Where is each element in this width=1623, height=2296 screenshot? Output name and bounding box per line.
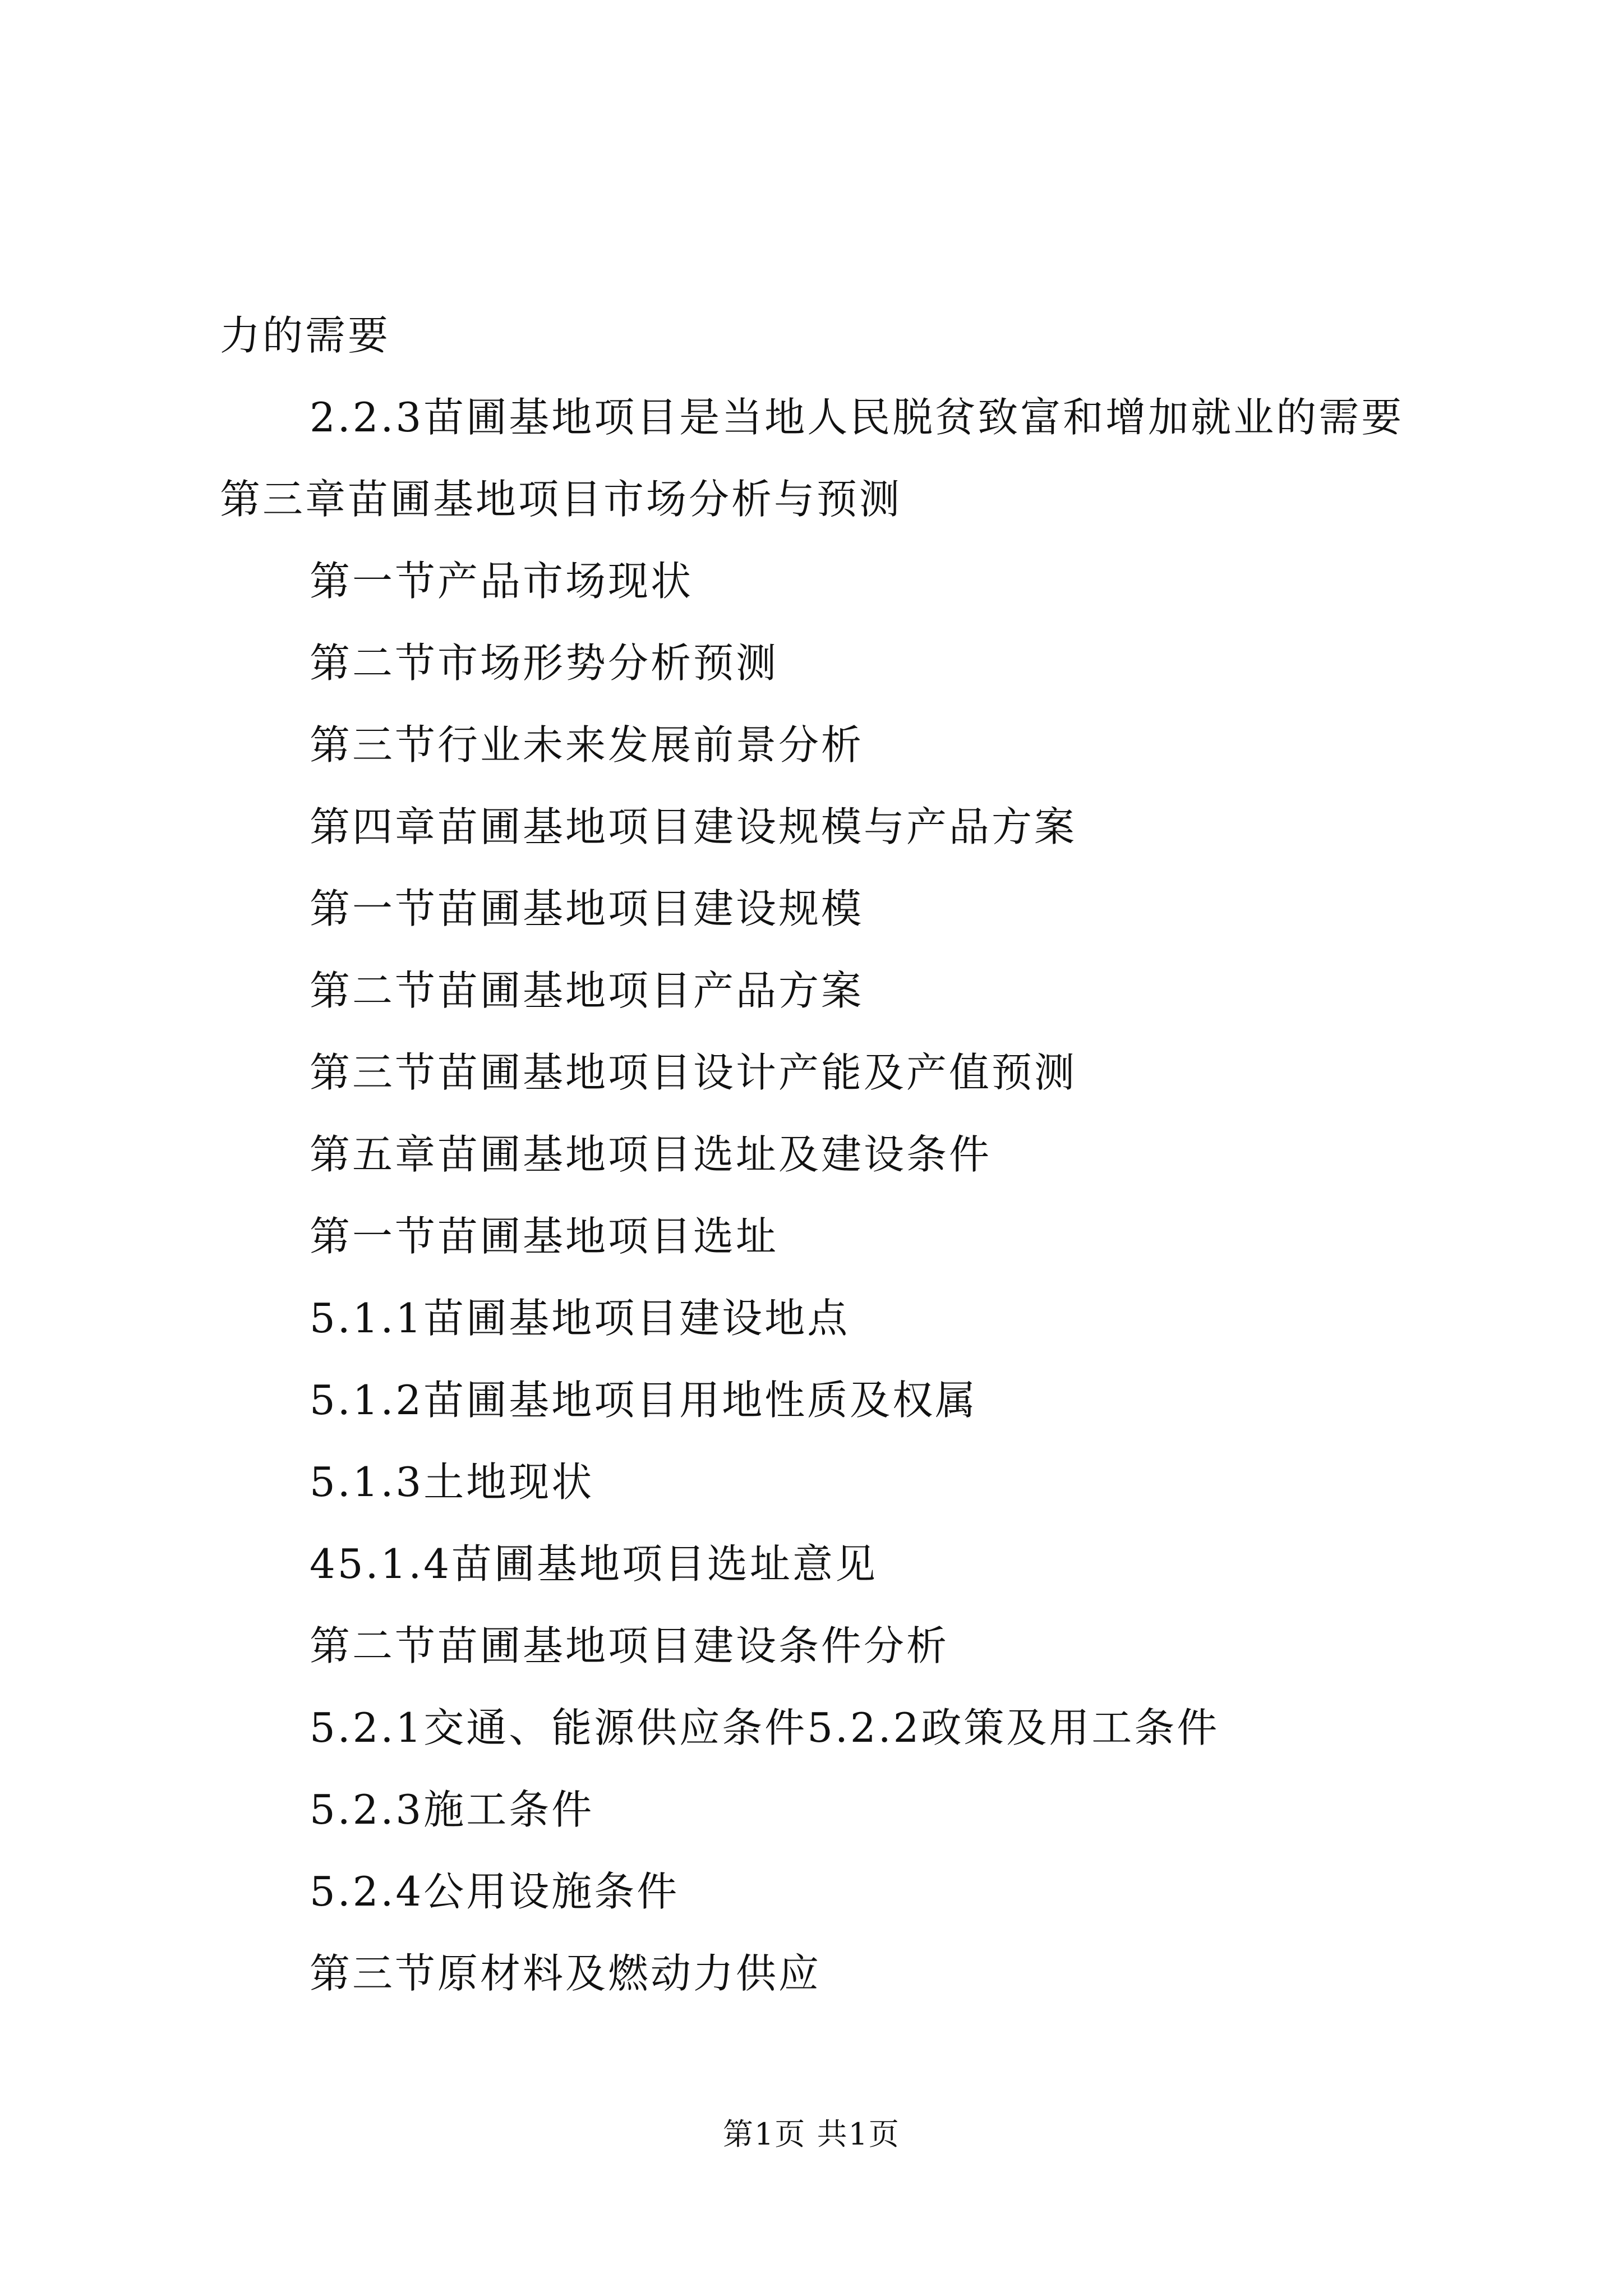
subsection-item: 5.1.2苗圃基地项目用地性质及权属 <box>310 1377 978 1424</box>
subsection-item: 5.2.4公用设施条件 <box>310 1868 680 1915</box>
subsection-item: 5.1.3土地现状 <box>310 1458 594 1506</box>
subsection-item: 45.1.4苗圃基地项目选址意见 <box>310 1540 878 1588</box>
section-heading: 第一节苗圃基地项目建设规模 <box>310 885 864 932</box>
subsection-item: 5.2.3施工条件 <box>310 1786 594 1833</box>
section-heading: 第三节行业未来发展前景分析 <box>310 721 864 769</box>
section-heading: 第三节原材料及燃动力供应 <box>310 1950 822 1997</box>
section-heading: 第一节产品市场现状 <box>310 558 694 605</box>
text-line: 力的需要 <box>220 312 391 359</box>
section-heading: 第二节苗圃基地项目建设条件分析 <box>310 1622 949 1669</box>
section-heading: 第二节苗圃基地项目产品方案 <box>310 967 864 1014</box>
section-heading: 第一节苗圃基地项目选址 <box>310 1213 779 1260</box>
subsection-item: 5.2.1交通、能源供应条件5.2.2政策及用工条件 <box>310 1704 1220 1751</box>
section-heading: 第三节苗圃基地项目设计产能及产值预测 <box>310 1049 1077 1096</box>
document-body <box>220 295 1442 2014</box>
page-footer: 第1页 共1页 <box>723 2116 900 2152</box>
chapter-heading: 第四章苗圃基地项目建设规模与产品方案 <box>310 803 1077 850</box>
text-line: 2.2.3苗圃基地项目是当地人民脱贫致富和增加就业的需要 <box>310 394 1404 441</box>
section-heading: 第二节市场形势分析预测 <box>310 639 779 687</box>
chapter-heading: 第三章苗圃基地项目市场分析与预测 <box>220 476 902 523</box>
subsection-item: 5.1.1苗圃基地项目建设地点 <box>310 1295 850 1342</box>
chapter-heading: 第五章苗圃基地项目选址及建设条件 <box>310 1131 992 1178</box>
